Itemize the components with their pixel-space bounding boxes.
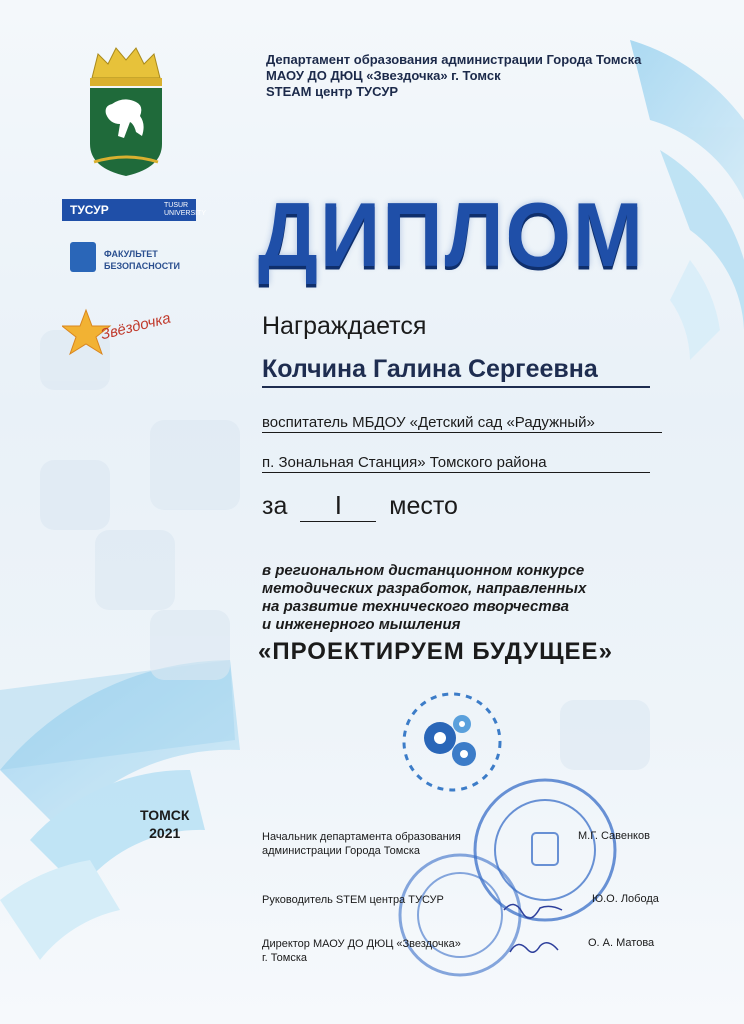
signature-role-line: администрации Города Томска	[262, 845, 421, 857]
signature-name-3: О. А. Матова	[588, 937, 655, 949]
place-value: I	[300, 490, 376, 522]
signature-name-2: Ю.О. Лобода	[592, 893, 659, 905]
decor-arc-bottom-left	[0, 660, 240, 960]
faculty-logo-text	[104, 248, 180, 272]
recipient-position-line2: п. Зональная Станция» Томского района	[262, 454, 650, 473]
recipient-position-line1: воспитатель МБДОУ «Детский сад «Радужный»	[262, 414, 662, 433]
tusur-logo-sub1: TUSUR	[164, 202, 189, 209]
header-line: Департамент образования администрации Города Томска	[266, 52, 642, 67]
awarded-label: Награждается	[262, 312, 427, 340]
signature-name-1: М.Г. Савенков	[578, 830, 650, 842]
contest-line: в региональном дистанционном конкурсе	[262, 562, 585, 579]
city-name: ТОМСК	[140, 807, 190, 823]
signature-role-line: Директор МАОУ ДО ДЮЦ «Звездочка»	[262, 938, 461, 950]
tomsk-coat-of-arms-logo	[84, 44, 168, 186]
header-line: STEAM центр ТУСУР	[266, 84, 399, 99]
signature-role-2: Руководитель STEM центра ТУСУР	[262, 894, 444, 906]
diploma-title: ДИПЛОМ	[258, 184, 645, 286]
zvezdochka-logo-text: Звёздочка	[99, 309, 173, 344]
faculty-line2: БЕЗОПАСНОСТИ	[104, 261, 180, 271]
header-organizations	[266, 52, 641, 100]
contest-description	[262, 562, 586, 634]
signature-role-line: г. Томска	[262, 952, 307, 964]
place-suffix: место	[389, 492, 458, 520]
year: 2021	[149, 825, 181, 841]
tusur-logo	[62, 199, 207, 221]
city-year	[140, 806, 189, 842]
tusur-logo-text: ТУСУР	[70, 203, 109, 217]
place-prefix: за	[262, 492, 288, 520]
signature-role-1	[262, 830, 461, 858]
faculty-logo-icon	[70, 242, 96, 272]
header-line: МАОУ ДО ДЮЦ «Звездочка» г. Томск	[266, 68, 501, 83]
project-title: «ПРОЕКТИРУЕМ БУДУЩЕЕ»	[258, 638, 613, 665]
contest-line: и инженерного мышления	[262, 616, 461, 633]
contest-line: методических разработок, направленных	[262, 580, 587, 597]
recipient-name: Колчина Галина Сергеевна	[262, 355, 650, 388]
tusur-logo-subtext	[164, 202, 206, 218]
tusur-logo-sub2: UNIVERSITY	[164, 210, 207, 217]
place-line	[262, 490, 458, 522]
signature-role-line: Начальник департамента образования	[262, 831, 461, 843]
signature-role-3	[262, 937, 461, 965]
faculty-line1: ФАКУЛЬТЕТ	[104, 249, 158, 259]
handwritten-signature	[500, 890, 570, 970]
contest-line: на развитие технического творчества	[262, 598, 569, 615]
